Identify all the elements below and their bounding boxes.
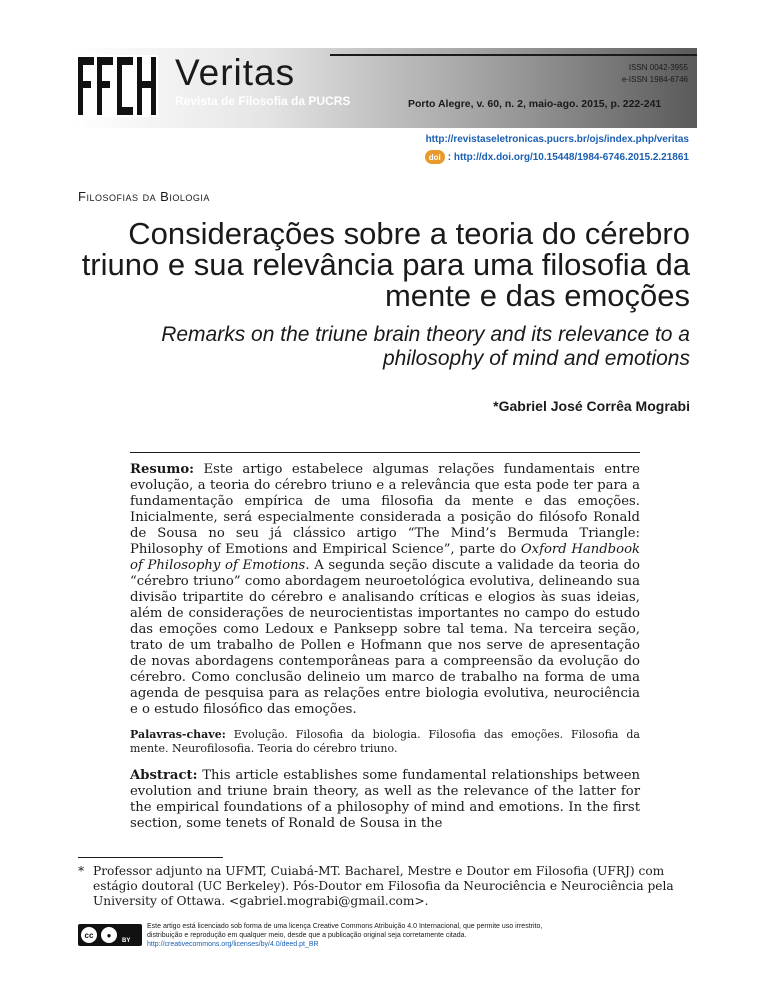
abstract-en-label: Abstract:	[130, 768, 198, 783]
volume-info: Porto Alegre, v. 60, n. 2, maio-ago. 2015, p. 222-241	[408, 98, 662, 110]
keywords-pt	[130, 728, 640, 756]
cc-license-badge[interactable]	[78, 924, 142, 946]
header-rule	[330, 54, 697, 56]
abstract-pt-italic: Oxford Handbook of Philosophy of Emotions	[130, 542, 640, 573]
by-label: BY	[122, 938, 131, 944]
eissn: e-ISSN 1984-6746	[621, 75, 688, 84]
abstract-pt-text-1: Este artigo estabelece algumas relações fundamentais entre evolução, a teoria do cérebro triuno e a relevância que esta pode ter para a fundamentação empírica de uma filosofia da mente e das emoções. Inicialmente, será especialmente considerada a posição do filósofo Ronald de Sousa no seu já clássico artigo “The Mind’s Bermuda Triangle: Philosophy of Emotions and Empirical Science”, parte do	[130, 462, 640, 557]
attribution-icon: ●	[101, 927, 117, 943]
article-subtitle: Remarks on the triune brain theory and its relevance to a philosophy of mind and emotions	[161, 323, 690, 370]
license-url-link[interactable]: http://creativecommons.org/licenses/by/4.0/deed.pt_BR	[147, 941, 319, 948]
license-statement: Este artigo está licenciado sob forma de uma licença Creative Commons Atribuição 4.0 Internacional, que permite uso irrestrito, distribuição e reprodução em qualquer meio, desde que a publicação original seja corretamente citada.	[147, 923, 543, 939]
journal-name: Veritas	[175, 52, 296, 93]
footnote	[78, 864, 690, 909]
doi-link[interactable]: : http://dx.doi.org/10.15448/1984-6746.2015.2.21861	[447, 151, 689, 163]
abstract-en-text: This article establishes some fundamental relationships between evolution and triune brain theory, as well as the relevance of the latter for the empirical foundations of a philosophy of mind and emotions. In the first section, some tenets of Ronald de Sousa in the	[130, 768, 640, 831]
doi-icon: doi	[425, 150, 445, 164]
abstract-top-rule	[130, 452, 640, 453]
author-name: *Gabriel José Corrêa Mograbi	[493, 398, 690, 414]
journal-url-link[interactable]: http://revistaseletronicas.pucrs.br/ojs/index.php/veritas	[425, 134, 689, 145]
footnote-mark: *	[78, 864, 85, 878]
header-band	[72, 48, 697, 128]
footnote-rule	[78, 857, 223, 858]
section-label: Filosofias da Biologia	[78, 189, 210, 204]
abstract-pt	[130, 462, 640, 718]
journal-subtitle: Revista de Filosofia da PUCRS	[175, 94, 351, 108]
keywords-pt-label: Palavras-chave:	[130, 728, 226, 741]
abstract-pt-text-2: . A segunda seção discute a validade da teoria do “cérebro triuno” como abordagem neuroetológica evolutiva, delineando sua divisão tripartite do cérebro e analisando críticas e elogios às suas ideias, além de considerações de neurocientistas importantes no campo do estudo das emoções como Ledoux e Panksepp sobre tal tema. Na terceira seção, trato de um trabalho de Pollen e Hofmann que nos serve de apresentação de novas abordagens contemporâneas para a compreensão da evolução do cérebro. Como conclusão delineio um marco de trabalho na forma de uma agenda de pesquisa para as relações entre biologia evolutiva, neurociência e o estudo filosófico das emoções.	[130, 558, 640, 717]
ffch-logo	[76, 53, 158, 117]
article-title: Considerações sobre a teoria do cérebro triuno e sua relevância para uma filosofia da mente e das emoções	[81, 216, 690, 313]
keywords-pt-text: Evolução. Filosofia da biologia. Filosofia das emoções. Filosofia da mente. Neurofilosofia. Teoria do cérebro triuno.	[130, 728, 640, 755]
license-text	[147, 922, 567, 949]
footnote-text: Professor adjunto na UFMT, Cuiabá-MT. Bacharel, Mestre e Doutor em Filosofia (UFRJ) com estágio doutoral (UC Berkeley). Pós-Doutor em Filosofia da Neurociência e Neurociência pela University of Ottawa. <gabriel.mograbi@gmail.com>.	[93, 864, 674, 908]
doi-row[interactable]	[425, 150, 689, 164]
abstract-en	[130, 768, 640, 832]
cc-icon: cc	[81, 927, 97, 943]
issn: ISSN 0042-3955	[628, 63, 688, 72]
abstract-pt-label: Resumo:	[130, 462, 194, 477]
issn-block	[622, 62, 688, 86]
